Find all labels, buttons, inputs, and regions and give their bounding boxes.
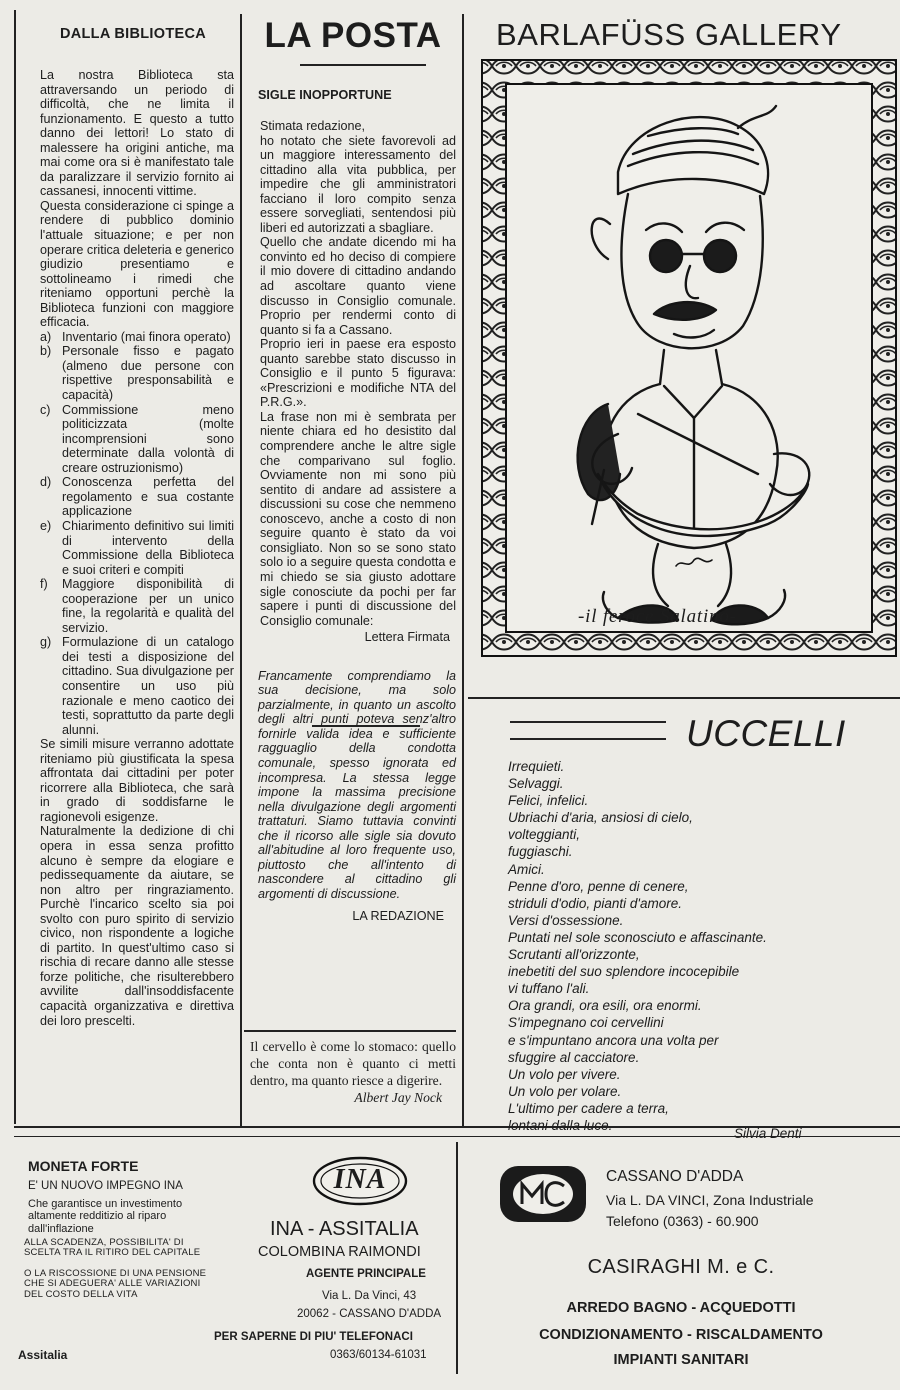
- poem-line: sfuggire al cacciatore.: [508, 1049, 640, 1065]
- list-item: e) Chiarimento definitivo sui limiti di intervento della Commissione della Biblioteca e suoi criteri e compiti: [40, 518, 234, 577]
- poem-line: fuggiaschi.: [508, 844, 573, 860]
- ad-ina: [14, 1142, 454, 1378]
- poem-line: Amici.: [508, 861, 545, 877]
- ina-logo: [312, 1156, 408, 1206]
- ad-ina-agent-role: AGENTE PRINCIPALE: [306, 1268, 426, 1280]
- biblioteca-paragraph: Naturalmente la dedizione di chi opera in essa senza profitto alcuno è sempre da elogiare e pedissequamente da aiutare, se non altro per ringraziamento. Purchè l'incarico scelto sia poi svolto con puro spirito di servizio civico, non rispondente a logiche di partito. In quest'ultimo caso si rischia di recare danno alle stesse forze politiche, che risulterebbero avvilite dall'insoddisfacente capacità organizzativa e direttiva dei loro prescelti.: [40, 824, 234, 1028]
- posta-letter: [250, 119, 456, 645]
- poem-line: Irrequieti.: [508, 759, 565, 774]
- reply-signature: LA REDAZIONE: [352, 909, 444, 924]
- letter-signature: Lettera Firmata: [364, 630, 450, 645]
- ad-rule: [456, 1142, 458, 1374]
- uccelli-title: UCCELLI: [686, 713, 846, 754]
- ad-ina-phone-label: PER SAPERNE DI PIU' TELEFONACI: [214, 1331, 413, 1343]
- poem-line: striduli d'odio, pianti d'amore.: [508, 895, 682, 911]
- quote-text: Il cervello è come lo stomaco: quello che conta non è quanto ci metti dentro, ma quanto riesce a digerire.: [250, 1039, 456, 1088]
- casiraghi-address: Via L. DA VINCI, Zona Industriale: [606, 1192, 814, 1208]
- biblioteca-paragraph: Se simili misure verranno adottate riteniamo più giustificata la spesa affrontata dai cittadini per poter ricorrere alla Biblioteca, che sarà in grado di soddisfarne le ragionevoli esigenze.: [40, 737, 234, 824]
- gallery-caption: -il feroce Salatino-: [578, 606, 737, 627]
- gallery-column: [468, 10, 900, 698]
- posta-column: [250, 14, 456, 1105]
- letter-paragraph: ho notato che siete favorevoli ad un maggiore interessamento del cittadino alla vita pubblica, per impedire che gli amministratori facciano il loro compito senza essere sorvegliati, sentendosi più liberi ed autorizzati a sbagliare.: [260, 133, 456, 235]
- casiraghi-service: ARREDO BAGNO - ACQUEDOTTI: [566, 1300, 796, 1316]
- uccelli-rule-b: [510, 738, 666, 740]
- poem-line: Versi d'ossessione.: [508, 912, 624, 928]
- list-item: b) Personale fisso e pagato (almeno due persone con rispettive presponsabilità e capacità): [40, 344, 234, 403]
- ad-ina-subheading: E' UN NUOVO IMPEGNO INA: [28, 1180, 183, 1192]
- uccelli-poem: [508, 758, 888, 1134]
- casiraghi-logo: [498, 1164, 588, 1224]
- biblioteca-column: [32, 26, 234, 1028]
- ad-ina-option: O LA RISCOSSIONE DI UNA PENSIONE CHE SI ADEGUERA' ALLE VARIAZIONI DEL COSTO DELLA VITA: [24, 1268, 207, 1300]
- poem-line: Ora grandi, ora esili, ora enormi.: [508, 998, 702, 1014]
- biblioteca-paragraph: La nostra Biblioteca sta attraversando un periodo di difficoltà, che ne limita il funzionamento. E questo a tutto danno dei lettori! Lo stato di malessere ha origini antiche, ma mai come ora si è manifestato tale da paralizzare il servizio fornito ai cassanesi, innocenti vittime.: [40, 68, 234, 199]
- ad-casiraghi: [462, 1142, 900, 1378]
- ad-ina-option: ALLA SCADENZA, POSSIBILITA' DI SCELTA TRA IL RITIRO DEL CAPITALE: [24, 1237, 201, 1259]
- posta-quote: [250, 1038, 456, 1106]
- poem-line: e s'impuntano ancora una volta per: [508, 1032, 719, 1048]
- ad-ina-city: 20062 - CASSANO D'ADDA: [297, 1308, 442, 1320]
- quote-author: Albert Jay Nock: [354, 1090, 442, 1105]
- posta-subtitle: SIGLE INOPPORTUNE: [258, 88, 392, 102]
- ina-logo-text: INA: [333, 1164, 387, 1195]
- poem-line: L'ultimo per cadere a terra,: [508, 1100, 669, 1116]
- ad-ina-heading: MONETA FORTE: [28, 1158, 139, 1174]
- letter-paragraph: La frase non mi è sembrata per niente chiara ed ho desistito dal comprendere anche le altre sigle che comparivano sul foglio. Ovviamente non mi sono più sentito di andare ad assistere a discussioni su cose che nemmeno conoscevo, anche a costo di non seguire quanto è stato da voi consigliato. Non so se sono stato solo io a seguire questa condotta e mi chiedo se sia giusto adottare sigle conosciute da pochi per far sapere i punti di discussione del Consiglio comunale:: [260, 409, 456, 628]
- casiraghi-city: CASSANO D'ADDA: [606, 1168, 744, 1185]
- ad-ina-company: INA - ASSITALIA: [270, 1218, 419, 1240]
- column-rule-left: [14, 10, 16, 1124]
- poem-line: Felici, infelici.: [508, 793, 589, 809]
- poem-line: Puntati nel sole sconosciuto e affascinante.: [508, 929, 767, 945]
- column-rule-1: [240, 14, 242, 1126]
- list-item: g) Formulazione di un catalogo dei testi a disposizione del cittadino. Sua divulgazione per consentire un uso più razionale e meno caotico dei testi, soprattutto da parte degli alunni.: [40, 635, 234, 737]
- poem-line: Un volo per vivere.: [508, 1066, 621, 1082]
- letter-paragraph: Quello che andate dicendo mi ha convinto ed ho deciso di compiere il mio dovere di cittadino andando ad ascoltare quanto viene discusso in Consiglio comunale. Proprio per rendermi conto di quanto si fa a Cassano.: [260, 235, 456, 337]
- letter-paragraph: Proprio ieri in paese era esposto quanto sarebbe stato discusso in Consiglio e il punto 5 figurava: «Prescrizioni e modifiche NTA del P.R.G.».: [260, 337, 456, 410]
- poem-line: lontani dalla luce.: [508, 1117, 613, 1133]
- reply-text: Francamente comprendiamo la sua decisione, ma solo parzialmente, in quanto un ascolto degli altri punti poteva senz'altro fornirle valida idea e sufficiente ragguaglio della condotta comunale, spesso ignorata ed incompresa. La stessa legge impone la massima precisione nella divulgazione degli argomenti trattaturi. Siamo tuttavia convinti che il ricorso alle sigle sia dovuto all'abitudine al loro frequente uso, piuttosto che all'intento di nascondere al cittadino gli argomenti di discussione.: [258, 668, 456, 901]
- list-item: c) Commissione meno politicizzata (molte incomprensioni sono determinate dalla volontà di creare ostruzionismo): [40, 402, 234, 475]
- biblioteca-body: [32, 68, 234, 1028]
- casiraghi-company: CASIRAGHI M. e C.: [587, 1256, 775, 1278]
- list-item: f) Maggiore disponibilità di cooperazione per un unico fine, la regolarità e qualità del servizio.: [40, 577, 234, 635]
- gallery-title: BARLAFÜSS GALLERY: [496, 17, 842, 52]
- casiraghi-service: IMPIANTI SANITARI: [613, 1352, 749, 1368]
- poem-line: vi tuffano l'ali.: [508, 981, 590, 997]
- column-rule-2: [462, 14, 464, 1126]
- casiraghi-service: CONDIZIONAMENTO - RISCALDAMENTO: [539, 1327, 823, 1343]
- biblioteca-list: [40, 330, 234, 737]
- casiraghi-phone: Telefono (0363) - 60.900: [606, 1213, 759, 1229]
- caricature-frame: [468, 54, 900, 694]
- poem-line: Ubriachi d'aria, ansiosi di cielo,: [508, 810, 693, 826]
- ad-ina-agent-name: COLOMBINA RAIMONDI: [258, 1244, 421, 1260]
- poem-line: inebetiti del suo splendore incocepibile: [508, 964, 740, 980]
- ad-ina-brand: Assitalia: [18, 1348, 68, 1362]
- biblioteca-title: DALLA BIBLIOTECA: [59, 26, 207, 42]
- poem-line: S'impegnano coi cervellini: [508, 1015, 664, 1031]
- poem-line: volteggianti,: [508, 827, 581, 843]
- ad-ina-phone: 0363/60134-61031: [330, 1349, 427, 1361]
- ad-ina-address: Via L. Da Vinci, 43: [322, 1290, 417, 1302]
- posta-title: LA POSTA: [264, 16, 442, 55]
- list-item: d) Conoscenza perfetta del regolamento e sua costante applicazione: [40, 475, 234, 519]
- posta-reply: [250, 669, 456, 924]
- list-item: a) Inventario (mai finora operato): [40, 329, 231, 344]
- poem-line: Selvaggi.: [508, 776, 564, 792]
- poem-line: Penne d'oro, penne di cenere,: [508, 878, 689, 894]
- uccelli-author: Silvia Denti: [734, 1126, 802, 1141]
- letter-paragraph: Stimata redazione,: [260, 119, 366, 133]
- posta-quote-rule: [244, 1030, 456, 1032]
- poem-line: Scrutanti all'orizzonte,: [508, 947, 640, 963]
- poem-line: Un volo per volare.: [508, 1083, 622, 1099]
- uccelli-rule-a: [510, 721, 666, 723]
- biblioteca-paragraph: Questa considerazione ci spinge a rendere di pubblico dominio l'attuale situazione; e per non operare critica deleteria e generico giudizio presentiamo e sottolineamo i rimedi che riteniamo opportuni perchè la Biblioteca funzioni con maggiore efficacia.: [40, 198, 234, 330]
- ad-ina-desc: Che garantisce un investimento altamente redditizio al riparo dall'inflazione: [28, 1198, 183, 1235]
